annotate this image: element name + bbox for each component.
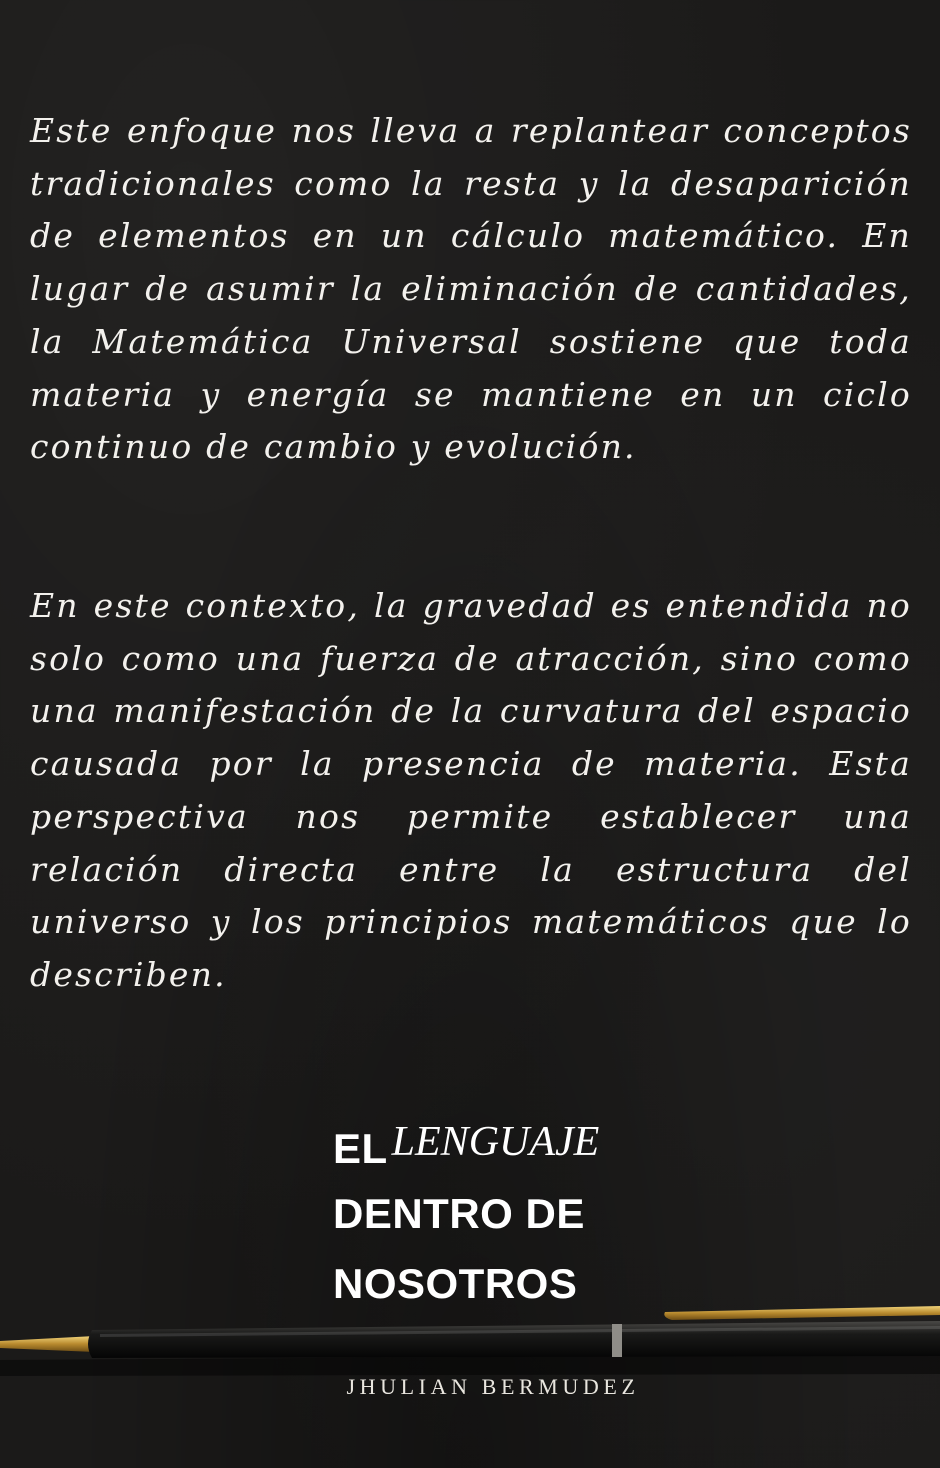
book-title [333, 1118, 753, 1309]
title-word-el: EL [333, 1125, 388, 1172]
author-name: JHULIAN BERMUDEZ [346, 1374, 640, 1399]
title-line-3: NOSOTROS [333, 1260, 578, 1307]
title-line-2: DENTRO DE [333, 1190, 585, 1237]
body-paragraph-2: En este contexto, la gravedad es entendida no solo como una fuerza de atracción, sino como una manifestación de la curvatura del espacio causada por la presencia de materia. Esta perspectiva nos permite establecer una relación directa entre la estructura del universo y los principios matemáticos que lo describen. [30, 586, 912, 994]
title-line-1 [333, 1119, 753, 1174]
fountain-pen-icon [0, 1290, 940, 1380]
title-word-lenguaje: LENGUAJE [391, 1119, 600, 1165]
body-paragraph-1: Este enfoque nos lleva a replantear conceptos tradicionales como la resta y la desaparición de elementos en un cálculo matemático. En lugar de asumir la eliminación de cantidades, la Matemática Universal sostiene que toda materia y energía se mantiene en un ciclo continuo de cambio y evolución. [30, 111, 912, 467]
